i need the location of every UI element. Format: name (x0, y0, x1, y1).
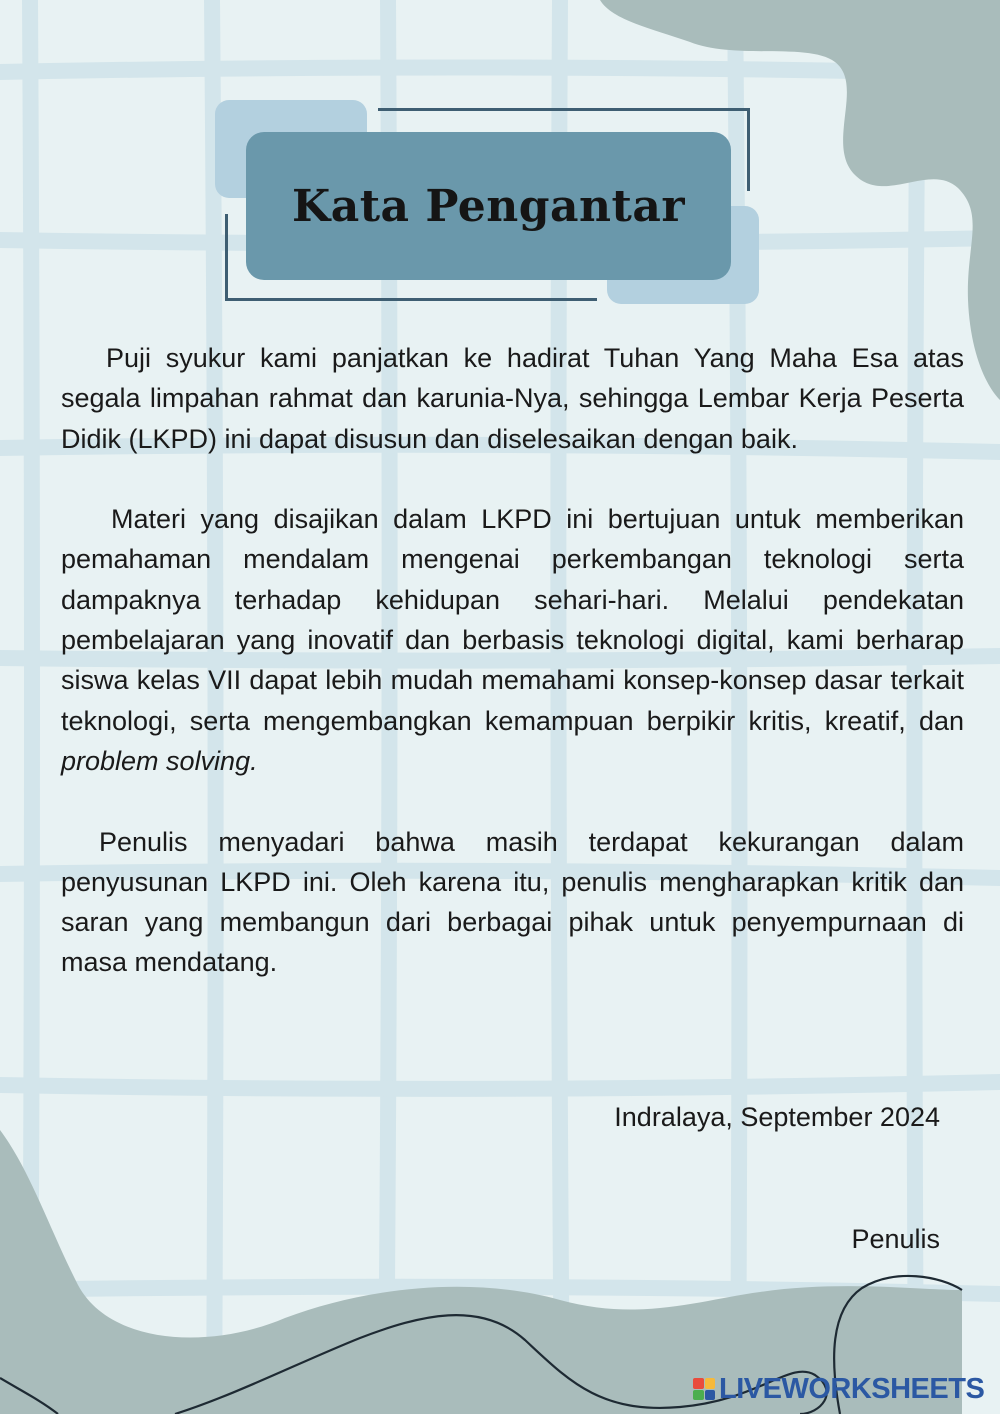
page-title: Kata Pengantar (291, 180, 686, 232)
frame-line-right (747, 108, 750, 191)
frame-line-left (225, 214, 228, 301)
watermark-text: LIVEWORKSHEETS (719, 1372, 985, 1405)
frame-line-bottom (225, 298, 597, 301)
paragraph-2-text: Materi yang disajikan dalam LKPD ini bertujuan untuk memberikan pemahaman mendalam mengenai perkembangan teknologi serta dampaknya terhadap kehidupan sehari-hari. Melalui pendekatan pembelajaran yang inovatif dan berbasis teknologi digital, kami berharap siswa kelas VII dapat lebih mudah memahami konsep-konsep dasar terkait teknologi, serta mengembangkan kemampuan berpikir kritis, kreatif, dan (61, 504, 964, 736)
paragraph-2-italic: problem solving. (61, 745, 258, 776)
title-block (0, 0, 1000, 320)
title-box (246, 132, 731, 280)
paragraph-3: Penulis menyadari bahwa masih terdapat kekurangan dalam penyusunan LKPD ini. Oleh karena itu, penulis mengharapkan kritik dan saran yang membangun dari berbagai pihak untuk penyempurnaan di masa mendatang. (61, 826, 964, 978)
paragraph-2 (61, 499, 964, 781)
frame-line-top (378, 108, 750, 111)
liveworksheets-icon (693, 1378, 715, 1400)
place-date: Indralaya, September 2024 (614, 1102, 940, 1132)
body-content (61, 338, 964, 983)
paragraph-1: Puji syukur kami panjatkan ke hadirat Tuhan Yang Maha Esa atas segala limpahan rahmat dan karunia-Nya, sehingga Lembar Kerja Peserta Didik (LKPD) ini dapat disusun dan diselesaikan dengan baik. (61, 343, 964, 454)
liveworksheets-logo (693, 1372, 984, 1406)
author-signature: Penulis (851, 1224, 940, 1254)
